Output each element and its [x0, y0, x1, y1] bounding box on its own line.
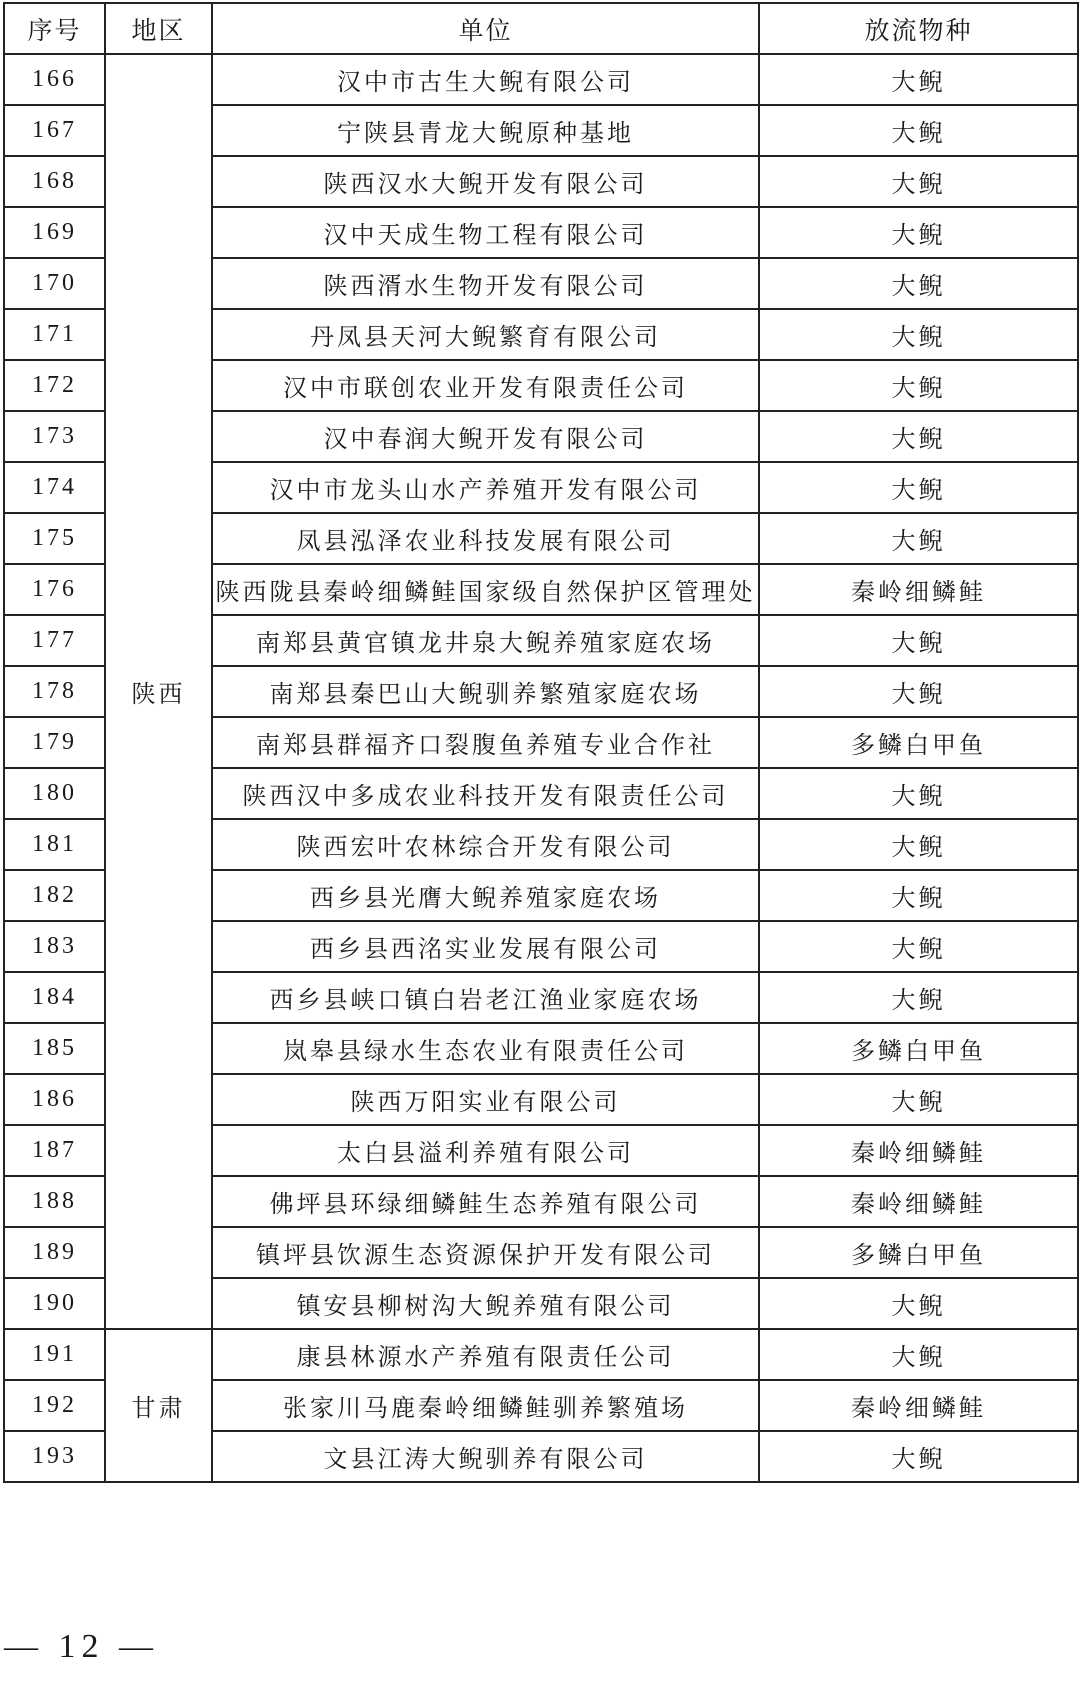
serial-number-cell: 175	[4, 513, 105, 564]
species-cell: 大鲵	[759, 1329, 1078, 1380]
page-number: — 12 —	[4, 1628, 159, 1665]
unit-name-cell: 康县林源水产养殖有限责任公司	[212, 1329, 759, 1380]
unit-name-cell: 陕西汉中多成农业科技开发有限责任公司	[212, 768, 759, 819]
unit-name-cell: 南郑县黄官镇龙井泉大鲵养殖家庭农场	[212, 615, 759, 666]
serial-number-cell: 171	[4, 309, 105, 360]
serial-number-cell: 167	[4, 105, 105, 156]
unit-name-cell: 西乡县光膺大鲵养殖家庭农场	[212, 870, 759, 921]
unit-name-cell: 陕西湑水生物开发有限公司	[212, 258, 759, 309]
unit-name-cell: 镇安县柳树沟大鲵养殖有限公司	[212, 1278, 759, 1329]
species-cell: 大鲵	[759, 615, 1078, 666]
release-units-table	[3, 2, 1079, 1483]
serial-number-cell: 182	[4, 870, 105, 921]
species-cell: 大鲵	[759, 666, 1078, 717]
species-cell: 大鲵	[759, 54, 1078, 105]
serial-number-cell: 185	[4, 1023, 105, 1074]
header-species: 放流物种	[759, 3, 1078, 54]
species-cell: 大鲵	[759, 258, 1078, 309]
serial-number-cell: 172	[4, 360, 105, 411]
species-cell: 大鲵	[759, 156, 1078, 207]
table-body	[4, 54, 1078, 1482]
unit-name-cell: 南郑县秦巴山大鲵驯养繁殖家庭农场	[212, 666, 759, 717]
serial-number-cell: 193	[4, 1431, 105, 1482]
unit-name-cell: 西乡县峡口镇白岩老江渔业家庭农场	[212, 972, 759, 1023]
unit-name-cell: 镇坪县饮源生态资源保护开发有限公司	[212, 1227, 759, 1278]
unit-name-cell: 丹凤县天河大鲵繁育有限公司	[212, 309, 759, 360]
serial-number-cell: 183	[4, 921, 105, 972]
unit-name-cell: 宁陕县青龙大鲵原种基地	[212, 105, 759, 156]
table-header-row	[4, 3, 1078, 54]
serial-number-cell: 187	[4, 1125, 105, 1176]
unit-name-cell: 汉中市古生大鲵有限公司	[212, 54, 759, 105]
serial-number-cell: 179	[4, 717, 105, 768]
species-cell: 秦岭细鳞鲑	[759, 1125, 1078, 1176]
unit-name-cell: 汉中天成生物工程有限公司	[212, 207, 759, 258]
region-cell: 陕西	[105, 54, 212, 1329]
serial-number-cell: 186	[4, 1074, 105, 1125]
species-cell: 多鳞白甲鱼	[759, 1023, 1078, 1074]
header-serial-number: 序号	[4, 3, 105, 54]
species-cell: 大鲵	[759, 972, 1078, 1023]
species-cell: 大鲵	[759, 462, 1078, 513]
species-cell: 大鲵	[759, 207, 1078, 258]
serial-number-cell: 177	[4, 615, 105, 666]
species-cell: 大鲵	[759, 1074, 1078, 1125]
serial-number-cell: 191	[4, 1329, 105, 1380]
species-cell: 秦岭细鳞鲑	[759, 1176, 1078, 1227]
unit-name-cell: 陕西万阳实业有限公司	[212, 1074, 759, 1125]
species-cell: 大鲵	[759, 1431, 1078, 1482]
serial-number-cell: 168	[4, 156, 105, 207]
species-cell: 大鲵	[759, 1278, 1078, 1329]
serial-number-cell: 174	[4, 462, 105, 513]
unit-name-cell: 汉中市联创农业开发有限责任公司	[212, 360, 759, 411]
serial-number-cell: 192	[4, 1380, 105, 1431]
serial-number-cell: 178	[4, 666, 105, 717]
serial-number-cell: 170	[4, 258, 105, 309]
species-cell: 多鳞白甲鱼	[759, 717, 1078, 768]
serial-number-cell: 188	[4, 1176, 105, 1227]
unit-name-cell: 西乡县西洺实业发展有限公司	[212, 921, 759, 972]
serial-number-cell: 181	[4, 819, 105, 870]
serial-number-cell: 180	[4, 768, 105, 819]
species-cell: 大鲵	[759, 411, 1078, 462]
species-cell: 大鲵	[759, 105, 1078, 156]
header-unit: 单位	[212, 3, 759, 54]
unit-name-cell: 岚皋县绿水生态农业有限责任公司	[212, 1023, 759, 1074]
serial-number-cell: 190	[4, 1278, 105, 1329]
unit-name-cell: 佛坪县环绿细鳞鲑生态养殖有限公司	[212, 1176, 759, 1227]
serial-number-cell: 169	[4, 207, 105, 258]
unit-name-cell: 张家川马鹿秦岭细鳞鲑驯养繁殖场	[212, 1380, 759, 1431]
species-cell: 多鳞白甲鱼	[759, 1227, 1078, 1278]
serial-number-cell: 166	[4, 54, 105, 105]
unit-name-cell: 汉中市龙头山水产养殖开发有限公司	[212, 462, 759, 513]
unit-name-cell: 太白县溢利养殖有限公司	[212, 1125, 759, 1176]
species-cell: 大鲵	[759, 819, 1078, 870]
unit-name-cell: 陕西宏叶农林综合开发有限公司	[212, 819, 759, 870]
table-row	[4, 54, 1078, 105]
header-region: 地区	[105, 3, 212, 54]
unit-name-cell: 南郑县群福齐口裂腹鱼养殖专业合作社	[212, 717, 759, 768]
species-cell: 大鲵	[759, 309, 1078, 360]
species-cell: 大鲵	[759, 513, 1078, 564]
region-cell: 甘肃	[105, 1329, 212, 1482]
serial-number-cell: 173	[4, 411, 105, 462]
species-cell: 大鲵	[759, 921, 1078, 972]
serial-number-cell: 184	[4, 972, 105, 1023]
unit-name-cell: 陕西陇县秦岭细鳞鲑国家级自然保护区管理处	[212, 564, 759, 615]
unit-name-cell: 文县江涛大鲵驯养有限公司	[212, 1431, 759, 1482]
species-cell: 大鲵	[759, 870, 1078, 921]
unit-name-cell: 陕西汉水大鲵开发有限公司	[212, 156, 759, 207]
species-cell: 大鲵	[759, 360, 1078, 411]
species-cell: 秦岭细鳞鲑	[759, 564, 1078, 615]
serial-number-cell: 189	[4, 1227, 105, 1278]
serial-number-cell: 176	[4, 564, 105, 615]
species-cell: 大鲵	[759, 768, 1078, 819]
table-row	[4, 1329, 1078, 1380]
species-cell: 秦岭细鳞鲑	[759, 1380, 1078, 1431]
unit-name-cell: 凤县泓泽农业科技发展有限公司	[212, 513, 759, 564]
unit-name-cell: 汉中春润大鲵开发有限公司	[212, 411, 759, 462]
